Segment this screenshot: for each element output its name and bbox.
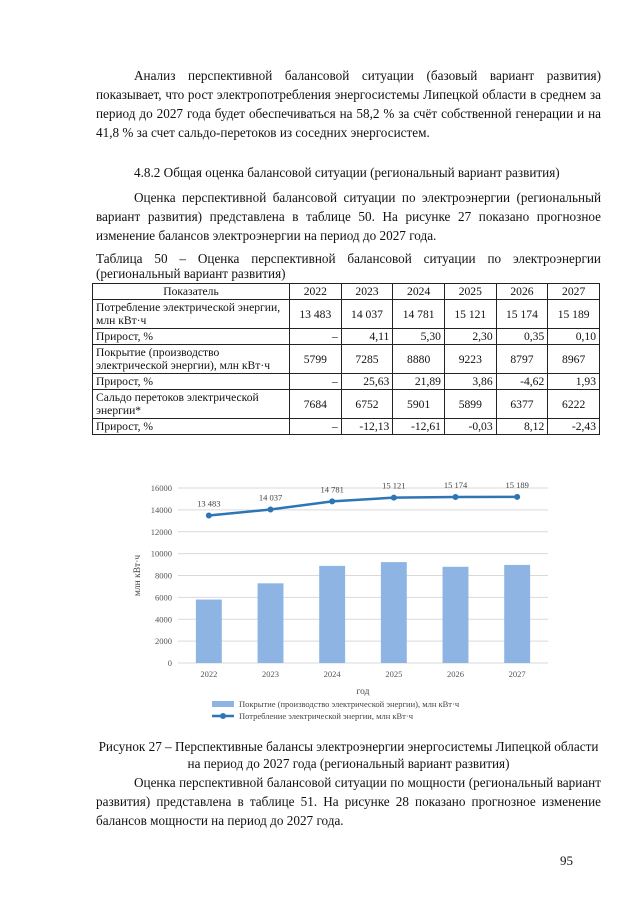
paragraph-balance-analysis: Анализ перспективной балансовой ситуации (базовый вариант развития) показывает, что рост электропотребления энергосистемы Липецкой области в среднем за период до 2027 года будет обеспечиваться на 58,2 % за счёт собственной генерации и на 41,8 % за счет сальдо-перетоков из соседних энергосистем. — [96, 68, 601, 140]
x-axis-label: год — [356, 687, 370, 697]
balance-table — [92, 283, 600, 435]
chart-container — [120, 475, 560, 735]
table-cell: 8880 — [393, 345, 445, 374]
table-cell: 7684 — [290, 390, 342, 419]
y-tick-label: 4000 — [155, 614, 172, 625]
header-cell: 2025 — [444, 284, 496, 300]
table-cell: – — [290, 419, 342, 435]
table-cell: 15 121 — [444, 300, 496, 329]
y-tick-label: 8000 — [155, 570, 172, 581]
table-cell: 6752 — [341, 390, 393, 419]
figure-caption: Рисунок 27 – Перспективные балансы электроэнергии энергосистемы Липецкой области на период до 2027 года (региональный вариант развития) — [98, 739, 599, 771]
header-cell: 2026 — [496, 284, 548, 300]
row-label: Потребление электрической энергии, млн кВт·ч — [93, 300, 290, 329]
line-point — [268, 506, 274, 512]
page-number: 95 — [560, 853, 573, 868]
data-label: 15 174 — [443, 480, 468, 491]
table-cell: 0,35 — [496, 329, 548, 345]
legend-label-bar: Покрытие (производство электрической энергии), млн кВт·ч — [239, 699, 460, 709]
table-cell: 5799 — [290, 345, 342, 374]
table-cell: -12,13 — [341, 419, 393, 435]
x-tick-label: 2027 — [508, 669, 526, 679]
table-cell: 3,86 — [444, 374, 496, 390]
bar — [504, 565, 530, 663]
table-cell: 0,10 — [548, 329, 600, 345]
row-label: Прирост, % — [93, 374, 290, 390]
table-row — [93, 374, 600, 390]
table-cell: – — [290, 374, 342, 390]
legend-swatch-bar — [212, 701, 234, 707]
header-cell: 2023 — [341, 284, 393, 300]
line-point — [514, 494, 520, 500]
bar — [443, 567, 469, 663]
row-label: Покрытие (производство электрической энергии), млн кВт·ч — [93, 345, 290, 374]
y-tick-label: 12000 — [150, 526, 172, 537]
header-cell: 2022 — [290, 284, 342, 300]
row-label: Прирост, % — [93, 419, 290, 435]
table-cell: 21,89 — [393, 374, 445, 390]
bar — [196, 600, 222, 663]
header-cell: 2024 — [393, 284, 445, 300]
table-cell: 4,11 — [341, 329, 393, 345]
table-row — [93, 345, 600, 374]
paragraph-table-intro: Оценка перспективной балансовой ситуации по электроэнергии (региональный вариант развития) представлена в таблице 50. На рисунке 27 показано прогнозное изменение балансов электроэнергии на период до 2027 года. — [96, 190, 601, 243]
y-tick-label: 14000 — [150, 504, 172, 515]
table-cell: -4,62 — [496, 374, 548, 390]
table-cell: -0,03 — [444, 419, 496, 435]
row-label: Сальдо перетоков электрической энергии* — [93, 390, 290, 419]
table-row — [93, 329, 600, 345]
header-cell: 2027 — [548, 284, 600, 300]
balance-chart — [120, 475, 560, 735]
table-cell: -2,43 — [548, 419, 600, 435]
table-row — [93, 300, 600, 329]
data-label: 14 781 — [320, 484, 344, 495]
bar — [319, 566, 345, 663]
x-tick-label: 2026 — [447, 669, 464, 679]
bar — [258, 583, 284, 663]
consumption-line — [209, 497, 517, 516]
table-cell: 8,12 — [496, 419, 548, 435]
legend-label-line: Потребление электрической энергии, млн кВт·ч — [239, 711, 414, 721]
x-tick-label: 2025 — [385, 669, 403, 679]
line-point — [391, 495, 397, 501]
table-cell: 1,93 — [548, 374, 600, 390]
table-row — [93, 390, 600, 419]
table-cell: 5901 — [393, 390, 445, 419]
section-heading: 4.8.2 Общая оценка балансовой ситуации (региональный вариант развития) — [134, 165, 560, 180]
y-tick-label: 16000 — [150, 483, 172, 493]
x-tick-label: 2024 — [323, 669, 341, 679]
table-cell: 15 174 — [496, 300, 548, 329]
table-cell: 5,30 — [393, 329, 445, 345]
table-cell: 6377 — [496, 390, 548, 419]
y-tick-label: 10000 — [150, 548, 172, 559]
header-cell: Показатель — [93, 284, 290, 300]
table-cell: 13 483 — [290, 300, 342, 329]
table-cell: 9223 — [444, 345, 496, 374]
table-cell: 7285 — [341, 345, 393, 374]
table-cell: -12,61 — [393, 419, 445, 435]
data-label: 15 189 — [505, 479, 529, 490]
data-label: 13 483 — [197, 498, 221, 509]
table-caption: Таблица 50 – Оценка перспективной балансовой ситуации по электроэнергии (региональный вариант развития) — [96, 251, 601, 281]
table-cell: 5899 — [444, 390, 496, 419]
y-axis-label: млн кВт·ч — [133, 554, 143, 597]
y-tick-label: 6000 — [155, 592, 172, 603]
table-cell: 14 781 — [393, 300, 445, 329]
table-cell: 2,30 — [444, 329, 496, 345]
x-tick-label: 2022 — [200, 669, 218, 679]
line-point — [206, 513, 212, 519]
table-cell: 8967 — [548, 345, 600, 374]
table-row — [93, 419, 600, 435]
paragraph-power-intro: Оценка перспективной балансовой ситуации по мощности (региональный вариант развития) представлена в таблице 51. На рисунке 28 показано прогнозное изменение балансов мощности на период до 2027 года. — [96, 775, 601, 828]
table-cell: 6222 — [548, 390, 600, 419]
table-header-row — [93, 284, 600, 300]
y-tick-label: 2000 — [155, 636, 172, 647]
table-cell: 8797 — [496, 345, 548, 374]
table-cell: 14 037 — [341, 300, 393, 329]
bar — [381, 562, 407, 663]
table-cell: 25,63 — [341, 374, 393, 390]
data-label: 15 121 — [382, 480, 406, 491]
legend-swatch-marker — [220, 713, 226, 719]
table-cell: – — [290, 329, 342, 345]
y-tick-label: 0 — [167, 658, 172, 668]
table-cell: 15 189 — [548, 300, 600, 329]
x-tick-label: 2023 — [262, 669, 279, 679]
data-label: 14 037 — [258, 492, 283, 503]
line-point — [329, 498, 335, 504]
row-label: Прирост, % — [93, 329, 290, 345]
line-point — [453, 494, 459, 500]
